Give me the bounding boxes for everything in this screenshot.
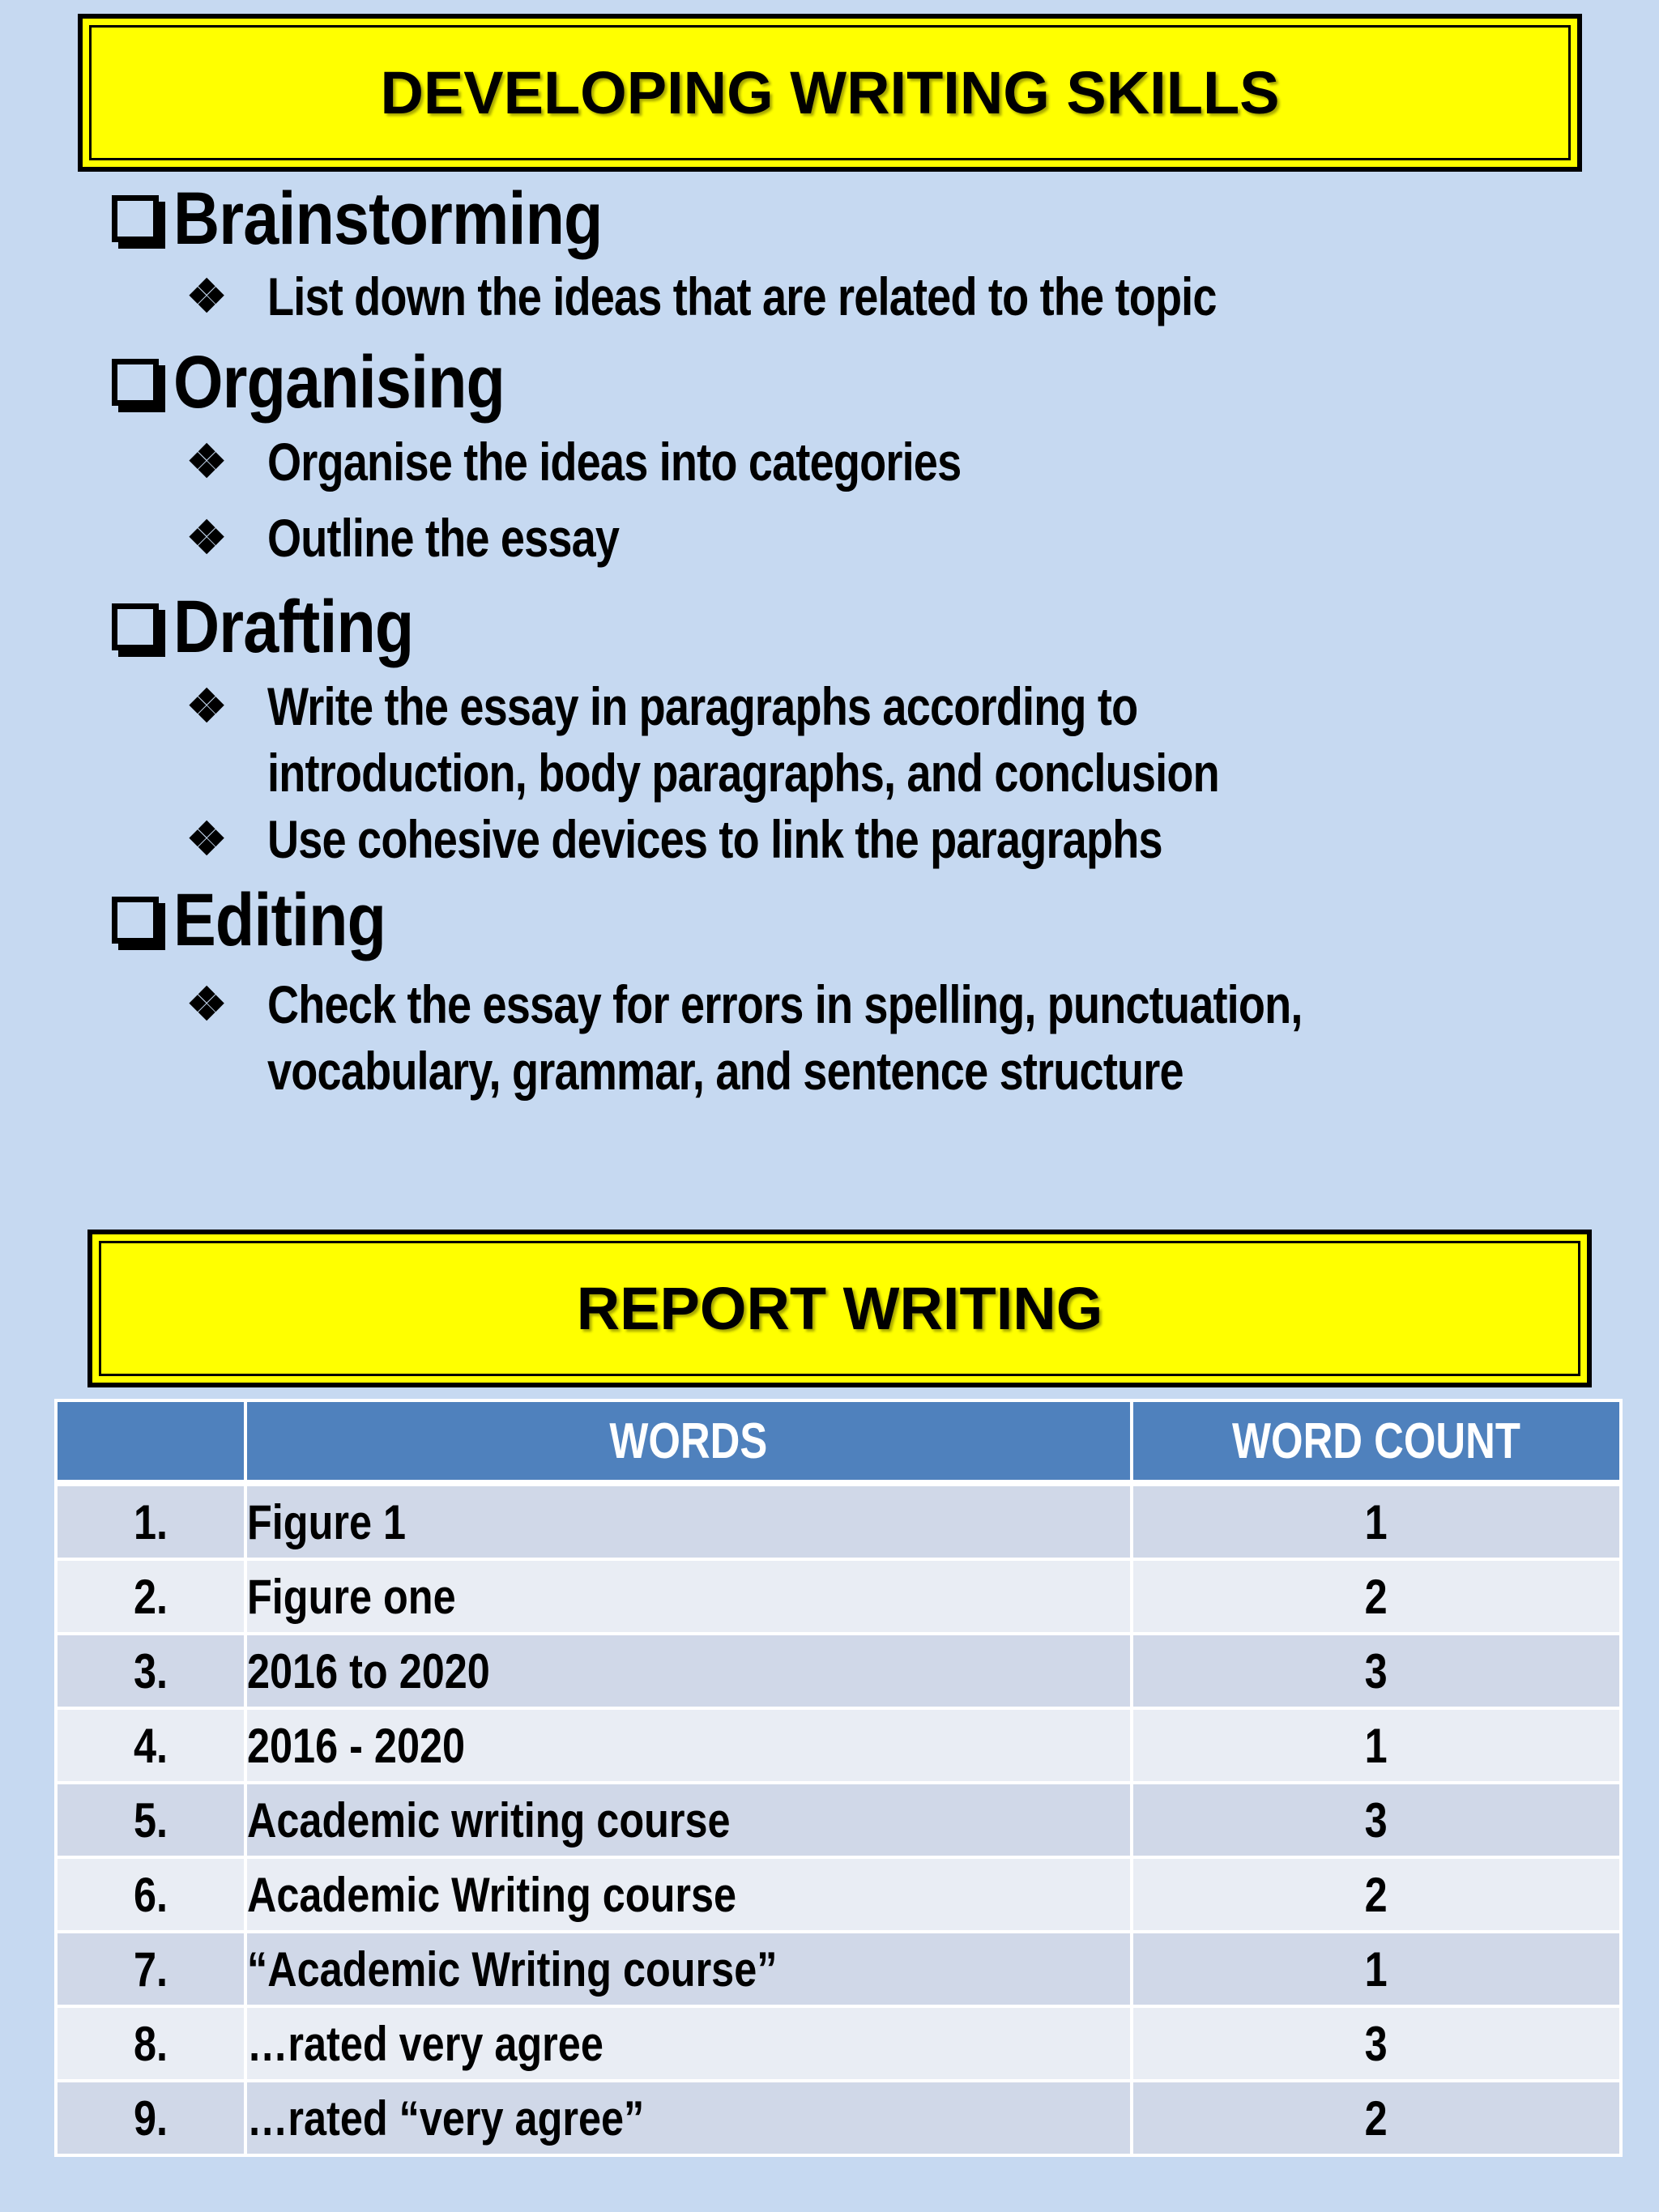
- four-diamond-bullet-icon: ❖: [186, 436, 228, 487]
- row-words: Figure one: [245, 1559, 1132, 1634]
- section-editing: [105, 876, 1628, 1104]
- section-heading: [105, 876, 1628, 965]
- writing-skills-list: [105, 174, 1628, 1104]
- four-diamond-bullet-icon: ❖: [186, 978, 228, 1029]
- row-word-count: 2: [1132, 1559, 1621, 1634]
- section-heading: [105, 582, 1628, 671]
- row-words: Academic writing course: [245, 1783, 1132, 1857]
- bullet-text: Check the essay for errors in spelling, punctuation, vocabulary, grammar, and sentence structure: [267, 974, 1303, 1101]
- table-row: [56, 1932, 1621, 2006]
- table-header-row: [56, 1400, 1621, 1483]
- table-row: [56, 1634, 1621, 1708]
- row-word-count: 1: [1132, 1483, 1621, 1559]
- section-brainstorming: [105, 174, 1628, 330]
- row-number: 6.: [56, 1857, 245, 1932]
- row-words: Figure 1: [245, 1483, 1132, 1559]
- row-words: 2016 to 2020: [245, 1634, 1132, 1708]
- page-title: DEVELOPING WRITING SKILLS: [380, 59, 1280, 126]
- table-row: [56, 2006, 1621, 2081]
- section-drafting: [105, 582, 1628, 872]
- banner-report-writing: [87, 1230, 1592, 1387]
- table-row: [56, 1783, 1621, 1857]
- bullet-item: [186, 428, 1628, 495]
- row-word-count: 1: [1132, 1708, 1621, 1783]
- table-row: [56, 1483, 1621, 1559]
- table-row: [56, 1857, 1621, 1932]
- row-words: “Academic Writing course”: [245, 1932, 1132, 2006]
- row-words: …rated very agree: [245, 2006, 1132, 2081]
- word-count-table: [54, 1399, 1623, 2157]
- four-diamond-bullet-icon: ❖: [186, 813, 228, 864]
- four-diamond-bullet-icon: ❖: [186, 512, 228, 563]
- four-diamond-bullet-icon: ❖: [186, 271, 228, 322]
- section-heading-text: Drafting: [173, 585, 414, 668]
- bullet-item: [186, 971, 1628, 1104]
- row-number: 9.: [56, 2081, 245, 2155]
- row-words: …rated “very agree”: [245, 2081, 1132, 2155]
- banner-developing-writing-skills: [78, 14, 1582, 172]
- table-row: [56, 1708, 1621, 1783]
- header-word-count: [1132, 1400, 1621, 1483]
- bullet-text: Write the essay in paragraphs according to introduction, body paragraphs, and conclusion: [267, 676, 1219, 803]
- four-diamond-bullet-icon: ❖: [186, 680, 228, 731]
- row-number: 4.: [56, 1708, 245, 1783]
- section-heading-text: Brainstorming: [173, 177, 603, 260]
- row-word-count: 2: [1132, 2081, 1621, 2155]
- header-words: [245, 1400, 1132, 1483]
- bullet-text: Outline the essay: [267, 508, 620, 568]
- checkbox-square-icon: [112, 897, 159, 944]
- section-heading: [105, 174, 1628, 263]
- section-organising: [105, 338, 1628, 571]
- checkbox-square-icon: [112, 603, 159, 650]
- header-number: [56, 1400, 245, 1483]
- section-heading: [105, 338, 1628, 427]
- bullet-item: [186, 505, 1628, 571]
- row-number: 5.: [56, 1783, 245, 1857]
- header-words-label: WORDS: [609, 1413, 768, 1469]
- bullet-item: [186, 673, 1628, 806]
- table-row: [56, 1559, 1621, 1634]
- row-word-count: 1: [1132, 1932, 1621, 2006]
- row-word-count: 3: [1132, 1783, 1621, 1857]
- row-number: 7.: [56, 1932, 245, 2006]
- table-row: [56, 2081, 1621, 2155]
- row-words: 2016 - 2020: [245, 1708, 1132, 1783]
- row-word-count: 2: [1132, 1857, 1621, 1932]
- row-number: 3.: [56, 1634, 245, 1708]
- row-word-count: 3: [1132, 2006, 1621, 2081]
- bullet-text: Organise the ideas into categories: [267, 432, 962, 492]
- row-words: Academic Writing course: [245, 1857, 1132, 1932]
- section-heading-text: Organising: [173, 340, 505, 424]
- row-number: 1.: [56, 1483, 245, 1559]
- bullet-text: List down the ideas that are related to the topic: [267, 266, 1217, 326]
- checkbox-square-icon: [112, 359, 159, 406]
- bullet-item: [186, 806, 1628, 872]
- row-number: 8.: [56, 2006, 245, 2081]
- row-word-count: 3: [1132, 1634, 1621, 1708]
- header-word-count-label: WORD COUNT: [1232, 1413, 1520, 1469]
- bullet-text: Use cohesive devices to link the paragraphs: [267, 809, 1162, 869]
- bullet-item: [186, 263, 1628, 330]
- section-title: REPORT WRITING: [576, 1275, 1103, 1342]
- section-heading-text: Editing: [173, 878, 386, 961]
- checkbox-square-icon: [112, 195, 159, 242]
- row-number: 2.: [56, 1559, 245, 1634]
